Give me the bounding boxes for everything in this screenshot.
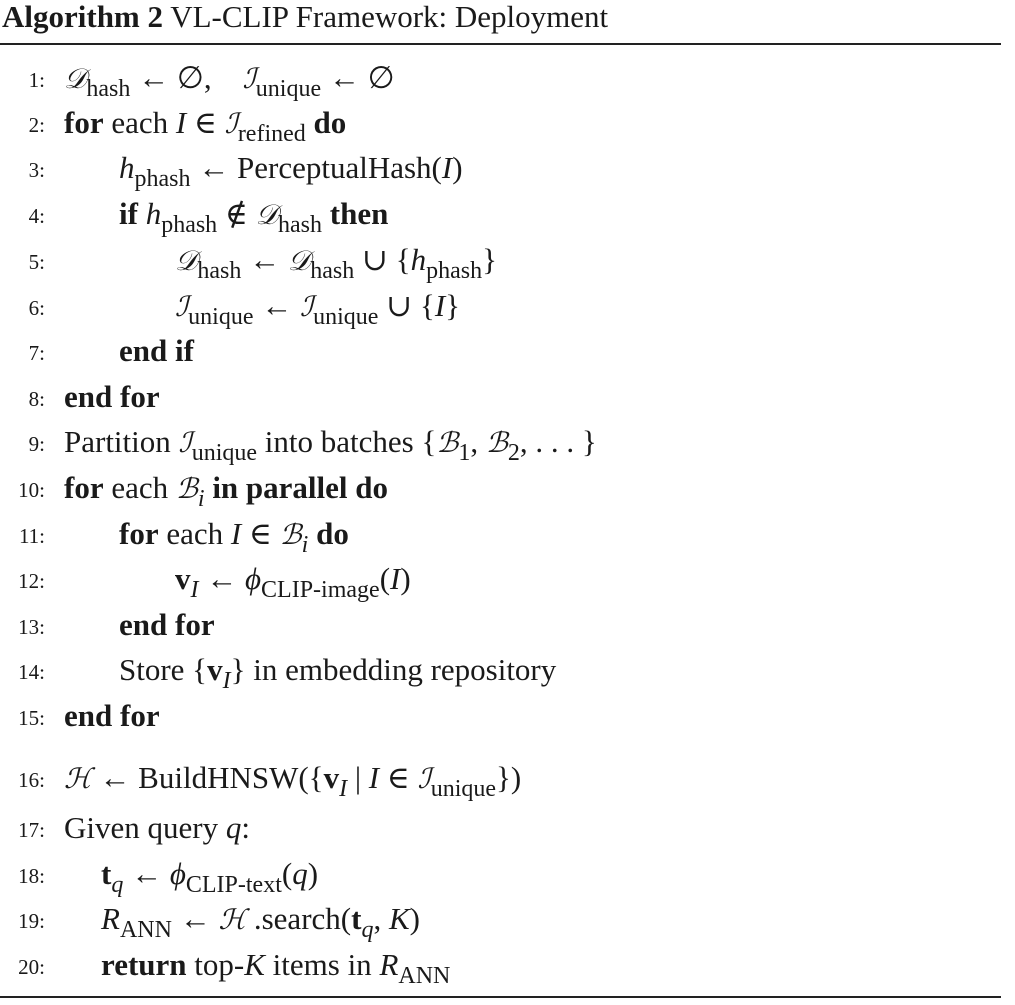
line-code: end for <box>64 698 160 733</box>
line-number: 3: <box>28 158 45 182</box>
line-code: Store $\{v_I\}$ in embedding repository <box>119 652 557 694</box>
algo-line-12 <box>0 557 1000 601</box>
line-code: Partition ℐ$_{unique}$ into batches {ℬ$_1$, ℬ$_2$, . . . } <box>64 424 597 466</box>
line-number: 19: <box>18 909 45 933</box>
line-number: 1: <box>28 68 45 92</box>
algo-line-7 <box>0 329 1000 373</box>
line-number: 15: <box>18 706 45 730</box>
algo-line-14 <box>0 648 1000 692</box>
algo-line-19 <box>0 897 1000 941</box>
line-number: 20: <box>18 955 45 979</box>
algo-line-1 <box>0 56 1000 100</box>
algo-line-5 <box>0 238 1000 282</box>
algo-line-11 <box>0 512 1000 556</box>
algo-line-17 <box>0 806 1000 850</box>
line-code: 𝒟$_{hash}$ ← 𝒟$_{hash}$ ∪ $\{h_{phash}\}$ <box>175 242 497 284</box>
line-number: 6: <box>28 296 45 320</box>
algorithm-label: Algorithm 2 <box>2 0 164 34</box>
line-code: end if <box>119 333 194 368</box>
algo-line-9 <box>0 420 1000 464</box>
algo-line-2 <box>0 101 1000 145</box>
line-code: ℋ ← $BuildHNSW(\{v_I$ | I ∈ ℐ$_{unique}$}) <box>64 760 522 802</box>
line-code: for each I ∈ ℐ$_{refined}$ do <box>64 105 347 147</box>
line-code: $R_{ANN}$ ← ℋ $.search(t_q$, K) <box>101 901 420 943</box>
line-code: for each ℬ$_i$ in parallel do <box>64 470 389 512</box>
line-number: 2: <box>28 113 45 137</box>
algo-line-6 <box>0 284 1000 328</box>
line-code: if $h_{phash}$ ∉ 𝒟$_{hash}$ then <box>119 196 389 238</box>
line-number: 9: <box>28 432 45 456</box>
line-code: end for <box>119 607 215 642</box>
algo-line-8 <box>0 375 1000 419</box>
bottom-rule <box>0 996 1001 998</box>
line-number: 12: <box>18 569 45 593</box>
line-number: 8: <box>28 387 45 411</box>
line-number: 17: <box>18 818 45 842</box>
algo-line-20 <box>0 943 1000 987</box>
line-number: 4: <box>28 204 45 228</box>
algo-line-4 <box>0 192 1000 236</box>
line-code: Given query q: <box>64 810 250 845</box>
line-code: $v_I$ ← $\phi_{CLIP-image}(I)$ <box>175 561 411 603</box>
line-code: end for <box>64 379 160 414</box>
top-rule <box>0 43 1001 45</box>
algo-line-16 <box>0 756 1000 800</box>
line-number: 18: <box>18 864 45 888</box>
algorithm-title: VL-CLIP Framework: Deployment <box>170 0 609 34</box>
line-code: $t_q$ ← $\phi_{CLIP-text}(q)$ <box>101 856 319 898</box>
line-number: 5: <box>28 250 45 274</box>
line-number: 10: <box>18 478 45 502</box>
line-code: $h_{phash}$ ← PerceptualHash(I) <box>119 150 463 192</box>
algo-line-10 <box>0 466 1000 510</box>
line-code: ℐ$_{unique}$ ← ℐ$_{unique}$ ∪ {I} <box>175 288 461 330</box>
line-number: 7: <box>28 341 45 365</box>
line-number: 11: <box>18 524 45 548</box>
algo-line-18 <box>0 852 1000 896</box>
line-code: for each I ∈ ℬ$_i$ do <box>119 516 349 558</box>
algo-line-13 <box>0 603 1000 647</box>
line-number: 14: <box>18 660 45 684</box>
line-code: 𝒟$_{hash}$ ← ∅, ℐ$_{unique}$ ← ∅ <box>64 60 395 102</box>
algo-line-15 <box>0 694 1000 738</box>
line-number: 13: <box>18 615 45 639</box>
line-code: return top-K items in $R_{ANN}$ <box>101 947 451 989</box>
algorithm-caption <box>2 0 608 34</box>
algo-line-3 <box>0 146 1000 190</box>
line-number: 16: <box>18 768 45 792</box>
